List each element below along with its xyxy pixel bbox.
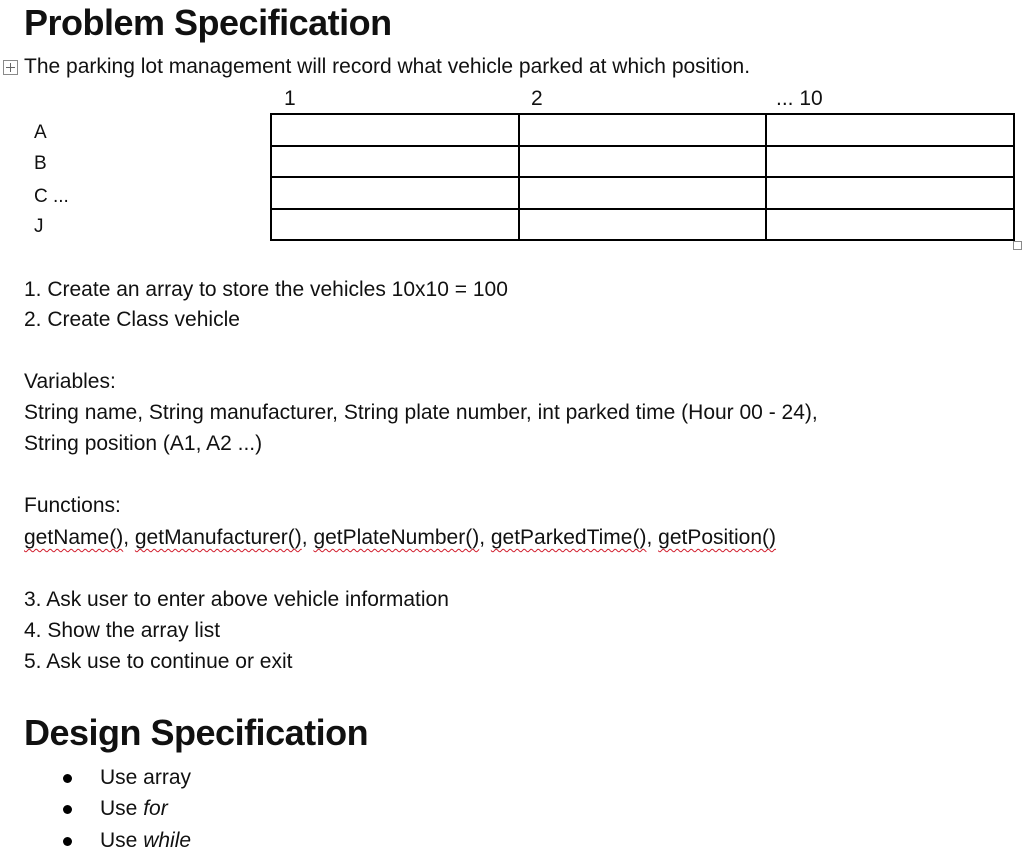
design-specification-heading: Design Specification bbox=[24, 712, 369, 753]
separator: , bbox=[123, 526, 135, 549]
bullet-icon bbox=[63, 774, 72, 783]
problem-specification-heading: Problem Specification bbox=[24, 2, 392, 43]
column-header-1: 1 bbox=[284, 87, 296, 110]
table-row bbox=[271, 146, 1014, 178]
function-getparkedtime: getParkedTime() bbox=[490, 526, 647, 549]
functions-heading: Functions: bbox=[24, 494, 121, 517]
step-3: 3. Ask user to enter above vehicle information bbox=[24, 588, 449, 611]
row-label-j: J bbox=[34, 216, 44, 237]
table-cell[interactable] bbox=[271, 146, 519, 178]
step-1: 1. Create an array to store the vehicles 10x10 = 100 bbox=[24, 278, 508, 301]
row-label-c: C ... bbox=[34, 186, 69, 207]
function-getposition: getPosition() bbox=[658, 526, 777, 549]
design-item-for bbox=[100, 797, 168, 821]
column-header-10: ... 10 bbox=[776, 87, 823, 110]
function-getname: getName() bbox=[24, 526, 124, 549]
row-label-b: B bbox=[34, 153, 47, 174]
variables-heading: Variables: bbox=[24, 370, 116, 393]
table-cell[interactable] bbox=[519, 114, 767, 146]
table-resize-handle-icon[interactable] bbox=[1013, 241, 1022, 250]
table-cell[interactable] bbox=[766, 209, 1014, 241]
table-row bbox=[271, 209, 1014, 241]
table-cell[interactable] bbox=[519, 146, 767, 178]
table-cell[interactable] bbox=[271, 209, 519, 241]
design-item-text: Use bbox=[100, 829, 144, 852]
functions-list bbox=[24, 526, 776, 550]
table-cell[interactable] bbox=[519, 209, 767, 241]
table-cell[interactable] bbox=[271, 114, 519, 146]
parking-grid-table bbox=[270, 113, 1015, 241]
design-item-emphasis: while bbox=[143, 829, 192, 852]
row-label-a: A bbox=[34, 122, 47, 143]
column-header-2: 2 bbox=[531, 87, 543, 110]
table-cell[interactable] bbox=[766, 114, 1014, 146]
table-row bbox=[271, 177, 1014, 209]
function-getplatenumber: getPlateNumber() bbox=[313, 526, 480, 549]
step-4: 4. Show the array list bbox=[24, 619, 221, 642]
step-2: 2. Create Class vehicle bbox=[24, 308, 240, 331]
table-row bbox=[271, 114, 1014, 146]
table-move-handle-icon[interactable] bbox=[3, 60, 18, 75]
design-item-text: Use bbox=[100, 797, 144, 820]
step-5: 5. Ask use to continue or exit bbox=[24, 650, 293, 673]
bullet-icon bbox=[63, 805, 72, 814]
variables-line-2: String position (A1, A2 ...) bbox=[24, 432, 263, 455]
design-item-emphasis: for bbox=[143, 797, 168, 820]
table-cell[interactable] bbox=[519, 177, 767, 209]
separator: , bbox=[301, 526, 314, 549]
design-item-while bbox=[100, 829, 191, 853]
design-item-array bbox=[100, 766, 191, 790]
separator: , bbox=[479, 526, 491, 549]
variables-line-1: String name, String manufacturer, String plate number, int parked time (Hour 00 - 24), bbox=[24, 401, 818, 424]
table-cell[interactable] bbox=[271, 177, 519, 209]
intro-paragraph: The parking lot management will record what vehicle parked at which position. bbox=[24, 55, 751, 78]
table-cell[interactable] bbox=[766, 177, 1014, 209]
separator: , bbox=[646, 526, 659, 549]
table-cell[interactable] bbox=[766, 146, 1014, 178]
design-item-text: Use array bbox=[100, 766, 192, 789]
bullet-icon bbox=[63, 837, 72, 846]
function-getmanufacturer: getManufacturer() bbox=[134, 526, 302, 549]
